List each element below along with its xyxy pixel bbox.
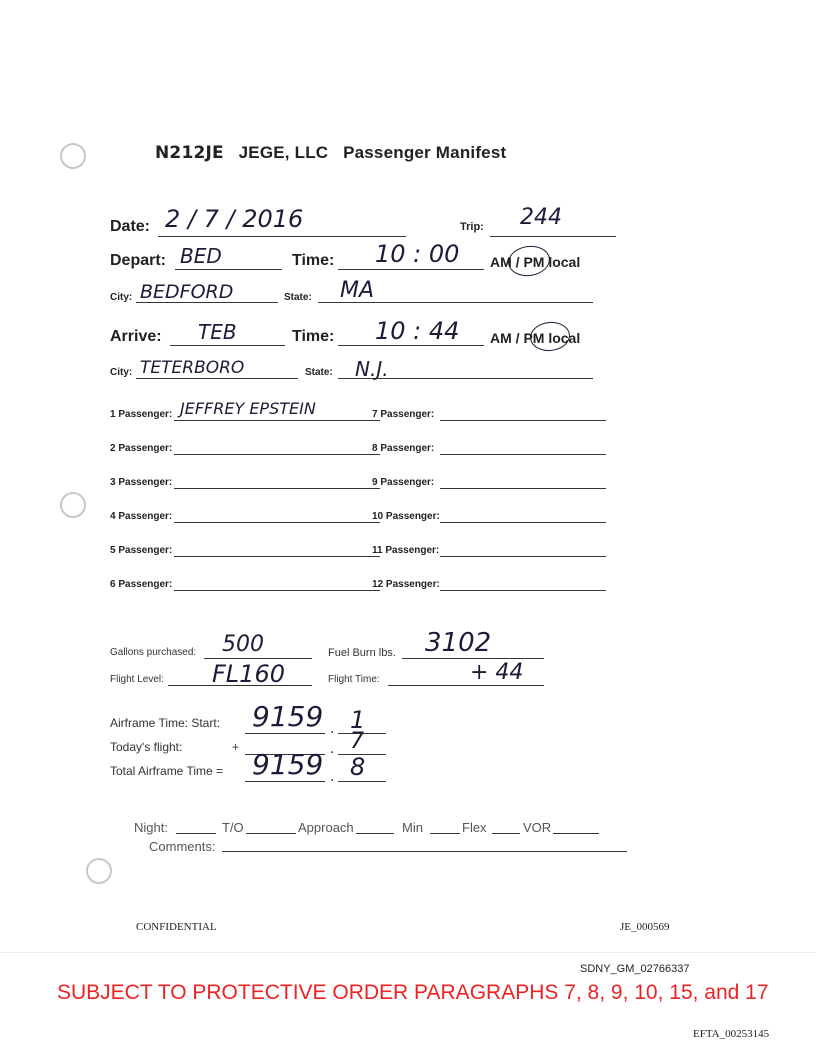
arrive-state-value: N.J. bbox=[355, 357, 389, 381]
flight-level-label: Flight Level: bbox=[110, 674, 164, 685]
protective-order-notice: SUBJECT TO PROTECTIVE ORDER PARAGRAPHS 7, 8, 9, 10, 15, and 17 bbox=[57, 981, 769, 1004]
flight-time-line bbox=[388, 685, 544, 686]
pm-circle-mark bbox=[529, 320, 572, 353]
passenger-line bbox=[174, 556, 380, 557]
min-label: Min bbox=[402, 820, 423, 835]
passenger-line bbox=[174, 522, 380, 523]
passenger-label: 11 Passenger: bbox=[372, 545, 440, 556]
flight-time-label: Flight Time: bbox=[328, 674, 380, 685]
efta-number: EFTA_00253145 bbox=[693, 1028, 770, 1040]
passenger-label: 5 Passenger: bbox=[110, 545, 173, 556]
sdny-bates-number: SDNY_GM_02766337 bbox=[580, 963, 690, 975]
date-line bbox=[158, 236, 406, 237]
trip-value: 244 bbox=[520, 205, 562, 230]
arrive-ampm-label: AM / PM local bbox=[490, 330, 581, 346]
passenger-label: 10 Passenger: bbox=[372, 511, 440, 522]
flight-time-value: + 44 bbox=[470, 660, 524, 685]
approach-label: Approach bbox=[298, 820, 354, 835]
passenger-label: 7 Passenger: bbox=[372, 409, 435, 420]
passenger-line bbox=[174, 488, 380, 489]
todays-flight-decimal: 7 bbox=[350, 729, 364, 754]
gallons-label: Gallons purchased: bbox=[110, 647, 197, 658]
depart-time-line bbox=[338, 269, 484, 270]
flex-line bbox=[492, 833, 520, 834]
arrive-state-label: State: bbox=[305, 367, 333, 378]
arrive-label: Arrive: bbox=[110, 328, 162, 345]
date-value: 2 / 7 / 2016 bbox=[165, 205, 304, 233]
passenger-line bbox=[174, 454, 380, 455]
fuel-burn-line bbox=[402, 658, 544, 659]
company-name: JEGE, LLC bbox=[238, 143, 329, 162]
airframe-start-decimal: 1 bbox=[350, 706, 366, 734]
depart-city-label: City: bbox=[110, 292, 133, 303]
passenger-label: 2 Passenger: bbox=[110, 443, 173, 454]
decimal-point: . bbox=[330, 768, 335, 785]
airframe-start-value: 9159 bbox=[252, 700, 324, 733]
arrive-time-label: Time: bbox=[292, 328, 335, 345]
passenger-line bbox=[174, 590, 380, 591]
date-label: Date: bbox=[110, 218, 151, 235]
flex-label: Flex bbox=[462, 820, 487, 835]
depart-state-value: MA bbox=[340, 278, 375, 303]
decimal-point: . bbox=[330, 740, 335, 757]
binder-hole-top bbox=[60, 143, 86, 169]
flight-level-value: FL160 bbox=[212, 660, 285, 688]
total-airframe-label: Total Airframe Time = bbox=[110, 764, 224, 778]
arrive-time-value: 10 : 44 bbox=[375, 317, 460, 345]
binder-hole-middle bbox=[60, 492, 86, 518]
passenger-label: 3 Passenger: bbox=[110, 477, 173, 488]
tail-number: N212JE bbox=[155, 143, 224, 163]
min-line bbox=[430, 833, 460, 834]
night-line bbox=[176, 833, 216, 834]
vor-label: VOR bbox=[523, 820, 552, 835]
depart-time-value: 10 : 00 bbox=[375, 240, 460, 268]
depart-city-value: BEDFORD bbox=[140, 281, 234, 303]
comments-label: Comments: bbox=[149, 839, 216, 854]
decimal-point: . bbox=[330, 720, 335, 737]
depart-line bbox=[175, 269, 282, 270]
arrive-city-label: City: bbox=[110, 367, 133, 378]
night-label: Night: bbox=[134, 820, 168, 835]
gallons-value: 500 bbox=[222, 632, 264, 657]
depart-state-label: State: bbox=[284, 292, 312, 303]
trip-label: Trip: bbox=[460, 221, 484, 233]
depart-time-label: Time: bbox=[292, 252, 335, 269]
passenger-line bbox=[440, 556, 606, 557]
depart-label: Depart: bbox=[110, 252, 167, 269]
pm-circle-mark bbox=[506, 243, 552, 279]
airframe-start-line bbox=[245, 733, 325, 734]
to-label: T/O bbox=[222, 820, 244, 835]
passenger-label: 6 Passenger: bbox=[110, 579, 173, 590]
passenger-label: 4 Passenger: bbox=[110, 511, 173, 522]
vor-line bbox=[553, 833, 599, 834]
passenger-line bbox=[174, 420, 380, 421]
passenger-line bbox=[440, 454, 606, 455]
total-airframe-value: 9159 bbox=[252, 748, 324, 781]
je-bates-number: JE_000569 bbox=[620, 921, 670, 933]
arrive-line bbox=[170, 345, 285, 346]
arrive-city-value: TETERBORO bbox=[140, 358, 245, 378]
fuel-burn-value: 3102 bbox=[425, 628, 492, 658]
approach-line bbox=[356, 833, 394, 834]
page-edge-divider bbox=[0, 952, 816, 953]
comments-line bbox=[222, 851, 627, 852]
total-airframe-dec-line bbox=[338, 781, 386, 782]
airframe-start-label: Airframe Time: Start: bbox=[110, 716, 221, 730]
trip-line bbox=[490, 236, 616, 237]
todays-flight-plus: + bbox=[232, 740, 240, 754]
arrive-code: TEB bbox=[198, 320, 237, 344]
passenger-line bbox=[440, 522, 606, 523]
depart-code: BED bbox=[180, 244, 222, 268]
passenger-label: 1 Passenger: bbox=[110, 409, 173, 420]
fuel-burn-label: Fuel Burn lbs. bbox=[328, 647, 396, 659]
todays-flight-label: Today's flight: bbox=[110, 740, 183, 754]
passenger-label: 12 Passenger: bbox=[372, 579, 440, 590]
gallons-line bbox=[204, 658, 312, 659]
passenger-label: 8 Passenger: bbox=[372, 443, 435, 454]
passenger-line bbox=[440, 590, 606, 591]
passenger-line bbox=[440, 420, 606, 421]
arrive-time-line bbox=[338, 345, 484, 346]
total-airframe-line bbox=[245, 781, 325, 782]
passenger-name: JEFFREY EPSTEIN bbox=[180, 399, 316, 418]
confidential-label: CONFIDENTIAL bbox=[136, 921, 217, 933]
to-line bbox=[246, 833, 296, 834]
arrive-city-line bbox=[136, 378, 298, 379]
manifest-title bbox=[155, 143, 506, 163]
total-airframe-decimal: 8 bbox=[350, 753, 366, 781]
document-title: Passenger Manifest bbox=[343, 143, 507, 162]
binder-hole-bottom bbox=[86, 858, 112, 884]
passenger-line bbox=[440, 488, 606, 489]
depart-ampm-label: AM / PM local bbox=[490, 254, 581, 270]
passenger-label: 9 Passenger: bbox=[372, 477, 435, 488]
